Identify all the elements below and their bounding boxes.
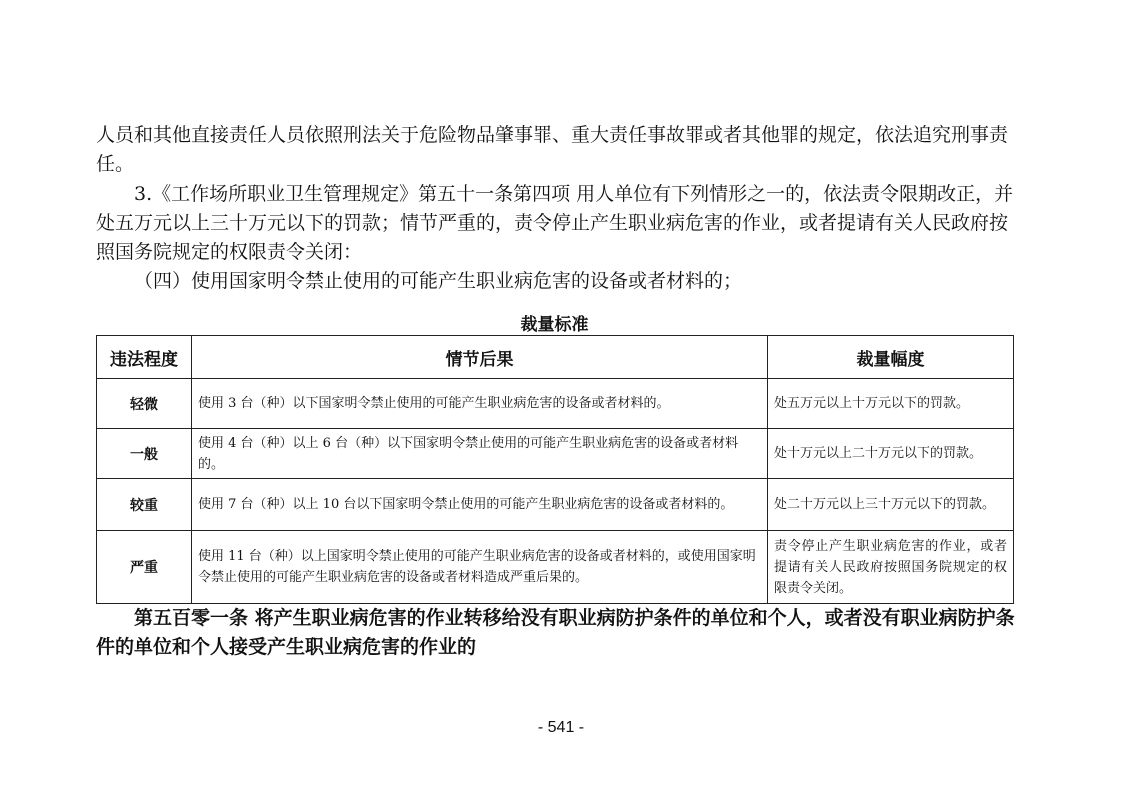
table-row — [97, 429, 1014, 479]
article-heading: 第五百零一条 将产生职业病危害的作业转移给没有职业病防护条件的单位和个人，或者没有职业病防护条件的单位和个人接受产生职业病危害的作业的 — [96, 607, 1015, 658]
row-consequence: 使用 4 台（种）以上 6 台（种）以下国家明令禁止使用的可能产生职业病危害的设备或者材料的。 — [192, 429, 768, 479]
regulation-paragraph: 3.《工作场所职业卫生管理规定》第五十一条第四项 用人单位有下列情形之一的，依法责令限期改正，并处五万元以上三十万元以下的罚款；情节严重的，责令停止产生职业病危害的作业，或者提请有关人民政府按照国务院规定的权限责令关闭： — [96, 183, 1014, 263]
row-consequence: 使用 7 台（种）以上 10 台以下国家明令禁止使用的可能产生职业病危害的设备或者材料的。 — [192, 479, 768, 531]
header-level: 违法程度 — [97, 336, 192, 379]
row-level: 轻微 — [97, 379, 192, 429]
header-amount: 裁量幅度 — [768, 336, 1014, 379]
discretion-standard-table — [96, 335, 1014, 604]
row-consequence: 使用 3 台（种）以下国家明令禁止使用的可能产生职业病危害的设备或者材料的。 — [192, 379, 768, 429]
row-level: 一般 — [97, 429, 192, 479]
table-row — [97, 479, 1014, 531]
table-title: 裁量标准 — [520, 315, 589, 335]
row-consequence: 使用 11 台（种）以上国家明令禁止使用的可能产生职业病危害的设备或者材料的，或使用国家明令禁止使用的可能产生职业病危害的设备或者材料造成严重后果的。 — [192, 531, 768, 604]
row-amount: 责令停止产生职业病危害的作业，或者提请有关人民政府按照国务院规定的权限责令关闭。 — [768, 531, 1014, 604]
table-row — [97, 531, 1014, 604]
header-consequence: 情节后果 — [192, 336, 768, 379]
table-header-row — [97, 336, 1014, 379]
page-number: - 541 - — [537, 719, 585, 736]
continuation-paragraph: 人员和其他直接责任人员依照刑法关于危险物品肇事罪、重大责任事故罪或者其他罪的规定，依法追究刑事责任。 — [96, 124, 1009, 175]
row-amount: 处五万元以上十万元以下的罚款。 — [768, 379, 1014, 429]
regulation-item-paragraph: （四）使用国家明令禁止使用的可能产生职业病危害的设备或者材料的； — [134, 270, 743, 292]
row-amount: 处十万元以上二十万元以下的罚款。 — [768, 429, 1014, 479]
row-level: 严重 — [97, 531, 192, 604]
row-amount: 处二十万元以上三十万元以下的罚款。 — [768, 479, 1014, 531]
row-level: 较重 — [97, 479, 192, 531]
table-row — [97, 379, 1014, 429]
